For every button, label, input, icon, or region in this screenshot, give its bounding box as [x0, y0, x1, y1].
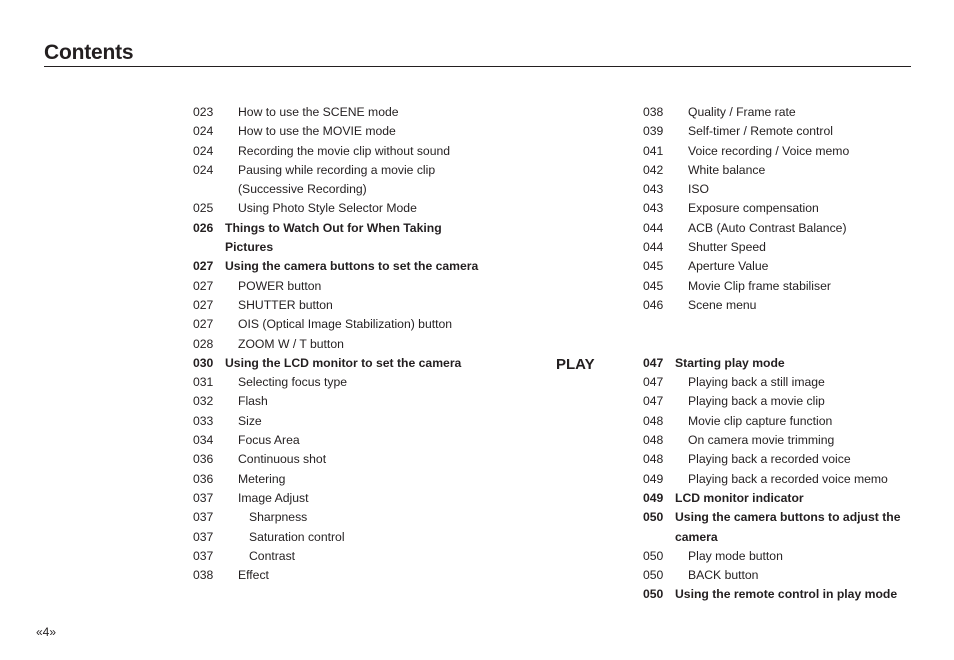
toc-entry-title: Exposure compensation [688, 201, 819, 216]
toc-entry-title: Movie Clip frame stabiliser [688, 278, 831, 293]
toc-entry[interactable] [643, 238, 933, 257]
toc-entry-title: Quality / Frame rate [688, 105, 796, 119]
toc-entry[interactable] [643, 489, 933, 508]
toc-entry-title: ZOOM W / T button [238, 336, 344, 351]
toc-entry-title: Size [238, 413, 262, 428]
toc-entry-title: White balance [688, 162, 766, 177]
toc-page-number: 025 [193, 201, 214, 216]
toc-entry[interactable] [193, 508, 483, 527]
toc-entry[interactable] [193, 566, 483, 585]
toc-page-number: 038 [643, 105, 664, 119]
toc-entry-title: Flash [238, 394, 268, 409]
toc-entry[interactable] [193, 450, 483, 469]
toc-entry[interactable] [193, 373, 483, 392]
section-gap [643, 315, 933, 334]
toc-entry[interactable] [643, 122, 933, 141]
toc-entry-title: ISO [688, 182, 709, 197]
toc-entry-title: Using Photo Style Selector Mode [238, 201, 417, 216]
toc-entry-title: Voice recording / Voice memo [688, 143, 850, 158]
toc-entry[interactable] [643, 585, 933, 604]
toc-entry-title: OIS (Optical Image Stabilization) button [238, 317, 453, 332]
toc-page-number: 028 [193, 336, 214, 351]
toc-entry[interactable] [193, 354, 483, 373]
toc-entry-title: Shutter Speed [688, 240, 766, 255]
toc-entry[interactable] [643, 373, 933, 392]
toc-entry[interactable] [643, 180, 933, 199]
toc-entry[interactable] [193, 161, 483, 200]
page-title: Contents [44, 41, 134, 64]
toc-entry[interactable] [193, 296, 483, 315]
toc-page-number: 024 [193, 124, 214, 139]
toc-page-number: 049 [643, 471, 664, 486]
toc-entry-title: Pausing while recording a movie clip (Successive Recording) [238, 162, 436, 197]
toc-entry-title: Focus Area [238, 433, 300, 448]
toc-left-column [193, 103, 483, 585]
toc-entry-title: Play mode button [688, 548, 783, 563]
toc-entry[interactable] [193, 142, 483, 161]
toc-entry-title: Selecting focus type [238, 375, 348, 390]
toc-page-number: 048 [643, 452, 664, 467]
toc-page-number: 045 [643, 259, 664, 274]
toc-page-number: 024 [193, 143, 214, 158]
toc-entry[interactable] [643, 257, 933, 276]
toc-entry-title: Saturation control [249, 529, 345, 544]
toc-right-column [643, 103, 933, 605]
toc-entry-title: Using the camera buttons to set the camera [225, 259, 479, 274]
toc-page-number: 048 [643, 433, 664, 448]
toc-entry[interactable] [193, 412, 483, 431]
toc-page-number: 031 [193, 375, 214, 390]
toc-entry[interactable] [193, 122, 483, 141]
toc-page-number: 033 [193, 413, 214, 428]
toc-page-number: 027 [193, 278, 214, 293]
section-label-play: PLAY [556, 356, 595, 373]
toc-entry[interactable] [193, 315, 483, 334]
toc-entry-title: Movie clip capture function [688, 413, 833, 428]
toc-entry-title: On camera movie trimming [688, 433, 835, 448]
toc-page-number: 043 [643, 201, 664, 216]
toc-entry-title: Using the remote control in play mode [675, 587, 898, 602]
toc-entry[interactable] [193, 489, 483, 508]
toc-page-number: 049 [643, 490, 664, 505]
toc-entry[interactable] [193, 103, 483, 122]
toc-entry[interactable] [193, 392, 483, 411]
toc-entry-title: SHUTTER button [238, 297, 333, 312]
page-number: «4» [36, 625, 57, 639]
toc-right-top-list [643, 103, 933, 315]
toc-entry-title: Image Adjust [238, 490, 309, 505]
toc-page-number: 050 [643, 568, 664, 583]
toc-page-number: 046 [643, 297, 664, 312]
toc-page-number: 042 [643, 162, 664, 177]
toc-page-number: 027 [193, 297, 214, 312]
toc-page-number: 027 [193, 317, 214, 332]
toc-page-number: 038 [193, 568, 214, 583]
toc-page-number: 048 [643, 413, 664, 428]
title-divider [44, 66, 911, 67]
toc-entry-title: Continuous shot [238, 452, 327, 467]
toc-entry[interactable] [643, 142, 933, 161]
toc-page-number: 024 [193, 162, 214, 177]
toc-entry[interactable] [193, 335, 483, 354]
toc-entry[interactable] [643, 547, 933, 566]
toc-page-number: 037 [193, 529, 214, 544]
toc-page-number: 034 [193, 433, 214, 448]
toc-entry-title: Scene menu [688, 297, 757, 312]
toc-play-list [643, 354, 933, 605]
toc-page-number: 044 [643, 240, 664, 255]
toc-entry[interactable] [643, 392, 933, 411]
toc-entry[interactable] [643, 296, 933, 315]
toc-entry[interactable] [643, 566, 933, 585]
toc-entry[interactable] [643, 431, 933, 450]
toc-entry-title: LCD monitor indicator [675, 490, 804, 505]
toc-entry-title: How to use the MOVIE mode [238, 124, 396, 139]
toc-entry-title: POWER button [238, 278, 322, 293]
toc-entry-title: Using the camera buttons to adjust the camera [675, 510, 901, 544]
toc-page-number: 047 [643, 355, 664, 370]
toc-page-number: 037 [193, 490, 214, 505]
toc-left-list [193, 103, 483, 585]
toc-entry-title: Playing back a movie clip [688, 394, 825, 409]
toc-entry-title: Playing back a recorded voice [688, 452, 851, 467]
toc-entry-title: Playing back a still image [688, 375, 825, 390]
toc-page-number: 041 [643, 143, 664, 158]
toc-entry[interactable] [643, 508, 933, 547]
toc-page-number: 039 [643, 124, 664, 139]
toc-entry[interactable] [643, 450, 933, 469]
toc-page-number: 050 [643, 510, 664, 525]
toc-entry[interactable] [643, 412, 933, 431]
toc-page-number: 030 [193, 355, 214, 370]
toc-entry-title: BACK button [688, 568, 759, 583]
toc-entry[interactable] [193, 431, 483, 450]
toc-entry[interactable] [193, 277, 483, 296]
toc-entry-title: Metering [238, 471, 286, 486]
toc-page-number: 050 [643, 587, 664, 602]
toc-entry-title: Aperture Value [688, 259, 769, 274]
toc-entry[interactable] [193, 257, 483, 276]
toc-entry[interactable] [643, 470, 933, 489]
toc-entry[interactable] [643, 103, 933, 122]
toc-entry[interactable] [193, 199, 483, 218]
toc-entry-title: ACB (Auto Contrast Balance) [688, 220, 847, 235]
toc-entry-title: Playing back a recorded voice memo [688, 471, 888, 486]
toc-entry[interactable] [643, 354, 933, 373]
toc-entry[interactable] [193, 470, 483, 489]
toc-page-number: 050 [643, 548, 664, 563]
toc-entry-title: Effect [238, 568, 269, 583]
toc-entry[interactable] [193, 219, 483, 258]
toc-page-number: 023 [193, 105, 214, 119]
toc-page-number: 036 [193, 471, 214, 486]
toc-entry-title: Sharpness [249, 510, 308, 525]
toc-page-number: 037 [193, 548, 214, 563]
toc-page-number: 047 [643, 375, 664, 390]
toc-page-number: 037 [193, 510, 214, 525]
toc-page-number: 047 [643, 394, 664, 409]
toc-entry-title: Recording the movie clip without sound [238, 143, 451, 158]
toc-entry[interactable] [193, 528, 483, 547]
toc-entry[interactable] [193, 547, 483, 566]
toc-entry[interactable] [643, 219, 933, 238]
toc-page-number: 026 [193, 220, 214, 235]
toc-page-number: 036 [193, 452, 214, 467]
toc-entry-title: Things to Watch Out for When Taking Pictures [225, 220, 442, 255]
toc-entry[interactable] [643, 199, 933, 218]
toc-entry[interactable] [643, 161, 933, 180]
toc-page-number: 032 [193, 394, 214, 409]
toc-page-number: 045 [643, 278, 664, 293]
toc-entry-title: Self-timer / Remote control [688, 124, 833, 139]
toc-entry-title: Using the LCD monitor to set the camera [225, 355, 462, 370]
toc-entry-title: Contrast [249, 548, 296, 563]
toc-page-number: 044 [643, 220, 664, 235]
section-gap [643, 335, 933, 354]
toc-entry[interactable] [643, 277, 933, 296]
toc-page-number: 027 [193, 259, 214, 274]
toc-page-number: 043 [643, 182, 664, 197]
toc-entry-title: Starting play mode [675, 355, 785, 370]
toc-entry-title: How to use the SCENE mode [238, 105, 399, 119]
